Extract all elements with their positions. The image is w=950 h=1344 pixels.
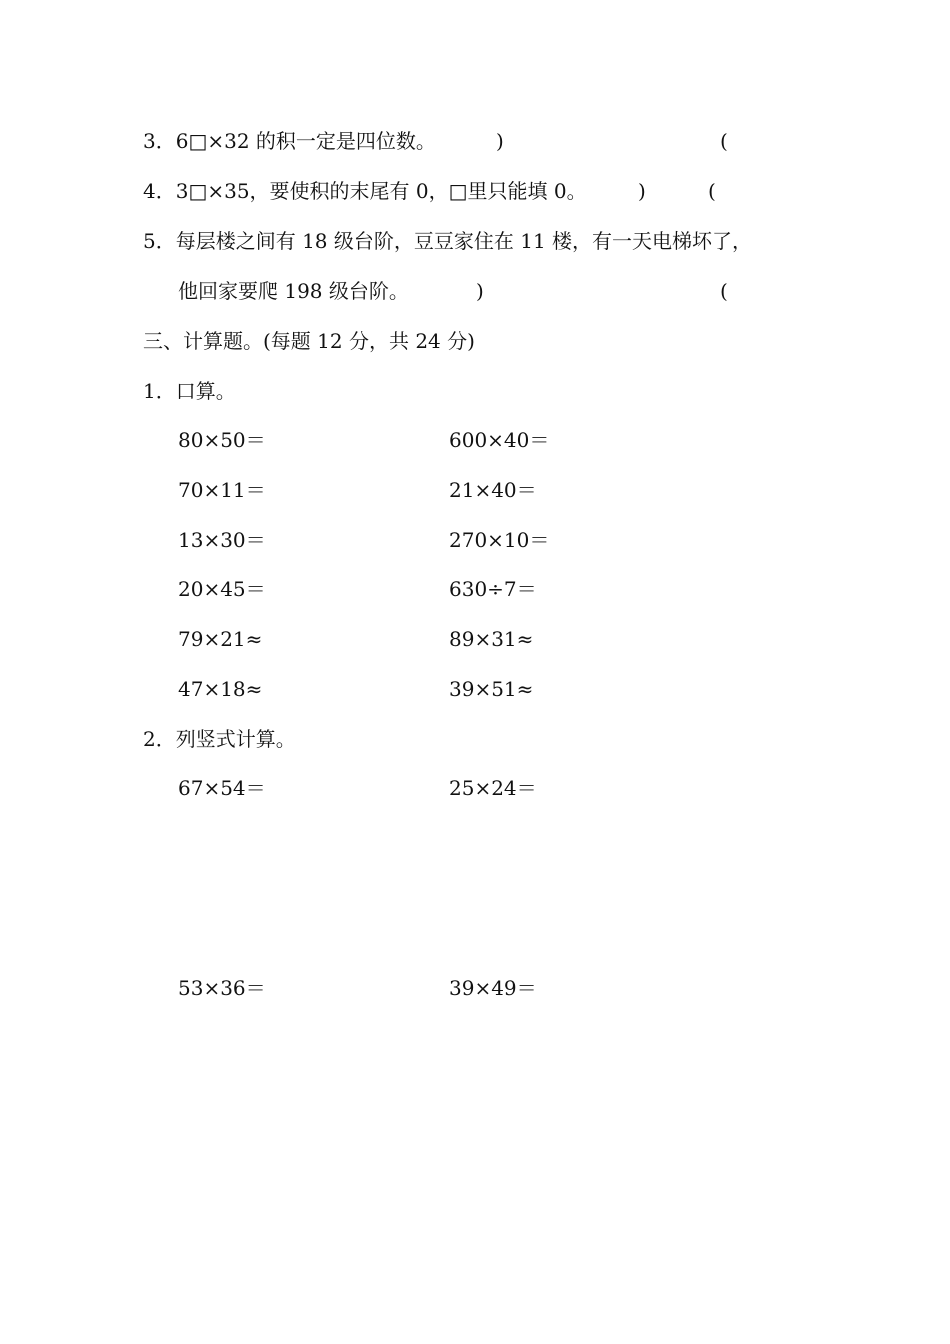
- answer-paren-open-5[interactable]: (: [720, 279, 728, 303]
- section-heading: 三、计算题。(每题 12 分，共 24 分): [143, 329, 475, 353]
- judgement-item-4: 4．3□×35，要使积的末尾有 0，□里只能填 0。: [143, 179, 587, 203]
- oral-problem: 600×40＝: [449, 428, 550, 452]
- oral-problem: 13×30＝: [178, 528, 266, 552]
- oral-problem: 630÷7＝: [449, 577, 537, 601]
- answer-paren-close-3: ): [496, 129, 504, 153]
- vertical-problem: 39×49＝: [449, 976, 537, 1000]
- vertical-problem: 53×36＝: [178, 976, 266, 1000]
- answer-paren-open-3[interactable]: (: [720, 129, 728, 153]
- part2-title: 2．列竖式计算。: [143, 727, 296, 751]
- oral-problem: 20×45＝: [178, 577, 266, 601]
- answer-paren-close-4: ): [638, 179, 646, 203]
- answer-paren-close-5: ): [476, 279, 484, 303]
- vertical-problem: 25×24＝: [449, 776, 537, 800]
- oral-problem: 270×10＝: [449, 528, 550, 552]
- oral-problem: 89×31≈: [449, 627, 534, 651]
- part1-title: 1．口算。: [143, 379, 236, 403]
- oral-problem: 39×51≈: [449, 677, 534, 701]
- oral-problem: 21×40＝: [449, 478, 537, 502]
- oral-problem: 70×11＝: [178, 478, 266, 502]
- judgement-item-3: 3．6□×32 的积一定是四位数。: [143, 129, 436, 153]
- oral-problem: 47×18≈: [178, 677, 263, 701]
- answer-paren-open-4[interactable]: (: [708, 179, 716, 203]
- judgement-item-5: 5．每层楼之间有 18 级台阶，豆豆家住在 11 楼，有一天电梯坏了，: [143, 229, 753, 253]
- oral-problem: 79×21≈: [178, 627, 263, 651]
- judgement-item-5-continuation: 他回家要爬 198 级台阶。: [178, 279, 409, 303]
- vertical-problem: 67×54＝: [178, 776, 266, 800]
- oral-problem: 80×50＝: [178, 428, 266, 452]
